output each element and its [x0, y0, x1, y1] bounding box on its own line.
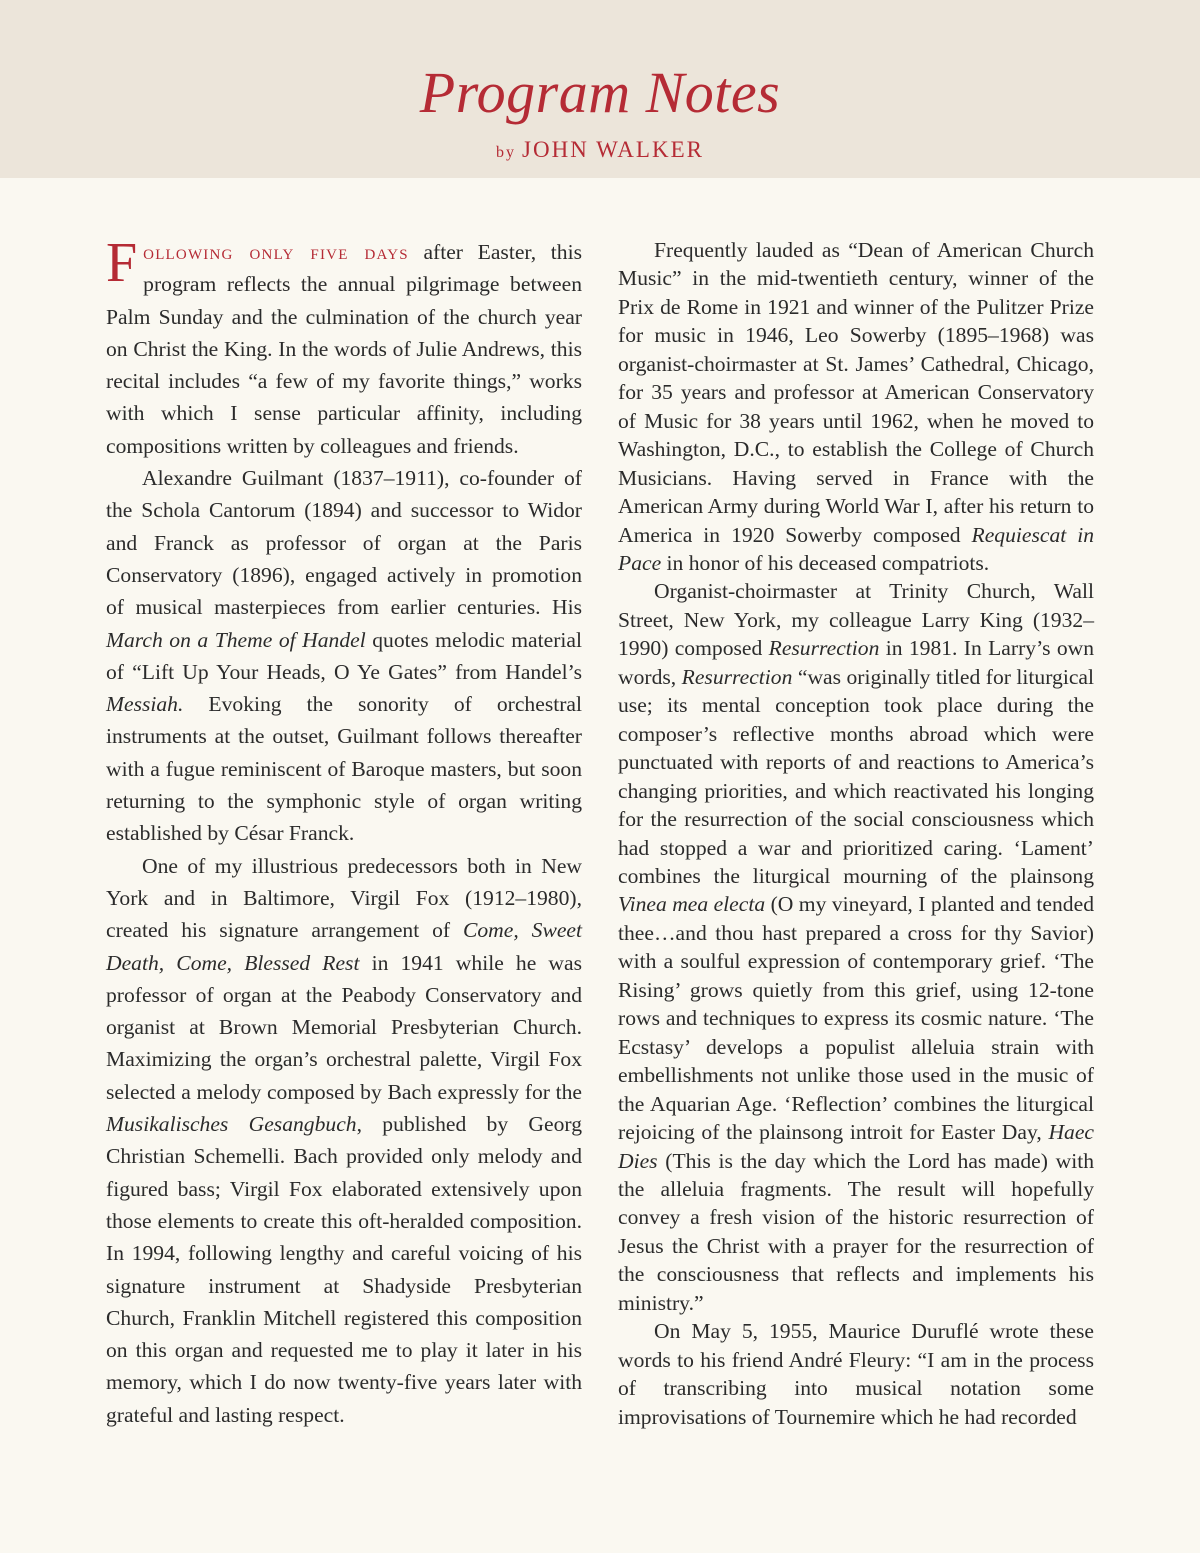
work-title: Resurrection	[768, 636, 880, 661]
byline	[0, 136, 1200, 167]
author-name: JOHN WALKER	[522, 137, 704, 162]
work-title: March on a Theme of Handel	[106, 627, 366, 652]
work-title: Requiescat in Pace	[618, 522, 1095, 575]
right-column	[618, 236, 1094, 1431]
header-band	[0, 0, 1200, 178]
work-title: Resurrection	[681, 664, 793, 689]
work-title: Musikalisches Gesangbuch	[106, 1112, 357, 1137]
paragraph-text: One of my illustrious predecessors both in New York and in Baltimore, Virgil Fox (1912–1980), created his signature arrangement of	[106, 853, 582, 943]
paragraph-text: (This is the day which the Lord has made) with the alleluia fragments. The result will hopefully convey a fresh vision of the historic resurrection of Jesus the Christ with a prayer for the resurrection of the consciousness that reflects and implements his ministry.”	[618, 1148, 1094, 1315]
paragraph-text: On May 5, 1955, Maurice Duruflé wrote these words to his friend André Fleury: “I am in the process of transcribing into musical notation some improvisations of Tournemire which he had recorded	[618, 1319, 1094, 1429]
paragraph-text: , published by Georg Christian Schemelli. Bach provided only melody and figured bass; Virgil Fox elaborated extensively upon those elements to create this oft-heralded composition. In 1994, following lengthy and careful voicing of his signature instrument at Shadyside Presbyterian Church, Franklin Mitchell registered this composition on this organ and requested me to play it later in his memory, which I do now twenty-five years later with grateful and lasting respect.	[106, 1112, 583, 1427]
paragraph-text: “was originally titled for liturgical use; its mental conception took place during the composer’s reflective months abroad which were punctuated with reports of and reactions to America’s changing priorities, and which reactivated his longing for the resurrection of the social consciousness which had stopped a war and prioritized caring. ‘Lament’ combines the liturgical mourning of the plainsong	[618, 664, 1094, 888]
paragraph-text: Frequently lauded as “Dean of American Church Music” in the mid-twentieth century, winner of the Prix de Rome in 1921 and winner of the Pulitzer Prize for music in 1946, Leo Sowerby (1895–1968) was organist-choirmaster at St. James’ Cathedral, Chicago, for 35 years and professor at American Conservatory of Music for 38 years until 1962, when he moved to Washington, D.C., to establish the College of Church Musicians. Having served in France with the American Army during World War I, after his return to America in 1920 Sowerby composed	[618, 238, 1094, 547]
work-title: Vinea mea electa	[618, 892, 766, 917]
paragraph-durufle	[618, 1317, 1094, 1431]
paragraph-text: in 1981. In Larry’s own words,	[618, 636, 1095, 689]
paragraph-text: (O my vineyard, I planted and tended thee…and thou hast prepared a cross for thy Savior) with a soulful expression of contemporary grief. ‘The Rising’ grows quietly from this grief, using 12-tone rows and techniques to express its cosmic nature. ‘The Ecstasy’ develops a populist alleluia strain with embellishments not unlike those used in the music of the Aquarian Age. ‘Reflection’ combines the liturgical rejoicing of the plainsong introit for Easter Day,	[618, 892, 1094, 1145]
paragraph-text: after Easter, this program reflects the annual pilgrimage between Palm Sunday and the culmination of the church year on Christ the King. In the words of Julie Andrews, this recital includes “a few of my favorite things,” works with which I sense particular affinity, including compositions written by colleagues and friends.	[106, 240, 582, 458]
paragraph-sowerby	[618, 236, 1094, 577]
paragraph-intro	[106, 232, 582, 462]
left-column	[106, 232, 583, 1431]
lead-in: ollowing only five days	[143, 239, 409, 264]
paragraph-king	[618, 577, 1094, 1317]
paragraph-text: quotes melodic material of “Lift Up Your Heads, O Ye Gates” from Handel’s	[106, 627, 582, 684]
paragraph-text: Evoking the sonority of orchestral instruments at the outset, Guilmant follows thereafter with a fugue reminiscent of Baroque masters, but soon returning to the symphonic style of organ writing established by César Franck.	[106, 692, 582, 846]
paragraph-fox	[106, 850, 582, 1431]
work-title: Messiah.	[106, 692, 184, 717]
paragraph-text: in honor of his deceased compatriots.	[661, 550, 990, 575]
work-title: Haec Dies	[618, 1120, 1094, 1173]
drop-cap: F	[106, 232, 138, 294]
work-title: Come, Sweet Death, Come, Blessed Rest	[106, 918, 583, 975]
paragraph-guilmant	[106, 462, 582, 850]
paragraph-text: Organist-choirmaster at Trinity Church, Wall Street, New York, my colleague Larry King (1932–1990) composed	[618, 579, 1094, 661]
byline-prefix: by	[496, 144, 517, 161]
page-title: Program Notes	[419, 60, 781, 125]
paragraph-text: in 1941 while he was professor of organ at the Peabody Conservatory and organist at Brown Memorial Presbyterian Church. Maximizing the organ’s orchestral palette, Virgil Fox selected a melody composed by Bach expressly for the	[106, 950, 582, 1104]
paragraph-text: Alexandre Guilmant (1837–1911), co-founder of the Schola Cantorum (1894) and successor to Widor and Franck as professor of organ at the Paris Conservatory (1896), engaged actively in promotion of musical masterpieces from earlier centuries. His	[106, 466, 582, 620]
